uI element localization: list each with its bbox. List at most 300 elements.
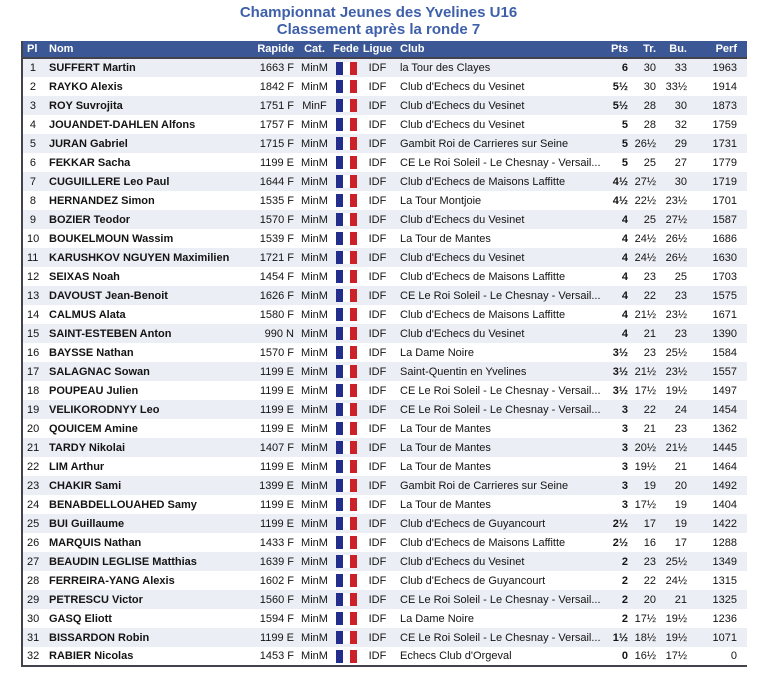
rank-cell: 30 [27,612,39,625]
club-cell: Club d'Echecs de Guyancourt [400,517,546,530]
rapid-rating-cell: 1570 F [259,346,294,359]
col-header-ligue: Ligue [361,41,394,58]
tiebreak-tr-cell: 19½ [634,460,656,473]
points-cell: 4 [621,232,628,245]
table-row [22,115,747,134]
league-cell: IDF [368,536,387,549]
tiebreak-tr-cell: 30 [643,62,656,74]
category-cell: MinM [301,593,328,606]
performance-cell: 1701 [712,194,737,207]
player-name-cell: BEAUDIN LEGLISE Matthias [49,555,197,568]
france-flag-icon [336,460,357,473]
rank-cell: 6 [29,156,36,169]
category-cell: MinM [301,137,328,150]
federation-cell [331,362,361,381]
col-header-pts: Pts [609,41,630,58]
player-name-cell: BAYSSE Nathan [49,346,134,359]
player-name-cell: FEKKAR Sacha [49,156,131,169]
federation-cell [331,77,361,96]
tiebreak-bu-cell: 24 [674,403,687,416]
player-name-cell: RAYKO Alexis [49,80,123,93]
tiebreak-tr-cell: 23 [643,346,656,359]
points-cell: 4 [621,270,628,283]
france-flag-icon [336,213,357,226]
france-flag-icon [336,118,357,131]
league-cell: IDF [368,99,387,112]
rank-cell: 19 [27,403,39,416]
table-row [22,571,747,590]
league-cell: IDF [368,384,387,397]
rapid-rating-cell: 1199 E [259,460,294,473]
france-flag-icon [336,289,357,302]
tiebreak-tr-cell: 22 [643,403,656,416]
tiebreak-tr-cell: 28 [643,99,656,112]
category-cell: MinM [301,650,328,662]
france-flag-icon [336,365,357,378]
league-cell: IDF [368,118,387,131]
tiebreak-tr-cell: 27½ [634,175,656,188]
performance-cell: 1422 [712,517,737,530]
france-flag-icon [336,80,357,93]
league-cell: IDF [368,612,387,625]
col-header-perf: Perf [691,41,747,58]
standings-table [21,41,747,667]
tiebreak-tr-cell: 24½ [634,232,656,245]
rank-cell: 32 [27,650,39,662]
performance-cell: 1575 [712,289,737,302]
tiebreak-tr-cell: 21 [643,422,656,435]
category-cell: MinM [301,232,328,245]
performance-cell: 1587 [712,213,737,226]
federation-cell [331,381,361,400]
tiebreak-tr-cell: 20 [643,593,656,606]
rank-cell: 9 [29,213,36,226]
category-cell: MinM [301,631,328,644]
table-row [22,248,747,267]
table-row [22,647,747,666]
club-cell: La Dame Noire [400,346,474,359]
tiebreak-tr-cell: 16 [643,536,656,549]
rank-cell: 21 [27,441,39,454]
france-flag-icon [336,156,357,169]
federation-cell [331,210,361,229]
points-cell: 2 [621,593,628,606]
player-name-cell: SAINT-ESTEBEN Anton [49,327,172,340]
points-cell: 4 [621,251,628,264]
club-cell: Echecs Club d'Orgeval [400,650,512,662]
col-header-club: Club [394,41,609,58]
league-cell: IDF [368,650,387,662]
federation-cell [331,286,361,305]
federation-cell [331,305,361,324]
category-cell: MinM [301,194,328,207]
rapid-rating-cell: 1626 F [259,289,294,302]
tiebreak-bu-cell: 19½ [665,612,687,625]
france-flag-icon [336,441,357,454]
tiebreak-tr-cell: 21½ [634,365,656,378]
club-cell: Saint-Quentin en Yvelines [400,365,527,378]
performance-cell: 1071 [712,631,737,644]
rapid-rating-cell: 1399 E [259,479,294,492]
points-cell: 4 [621,327,628,340]
table-row [22,153,747,172]
points-cell: 3 [621,460,628,473]
rank-cell: 2 [29,80,36,93]
rapid-rating-cell: 1453 F [259,650,294,662]
category-cell: MinM [301,403,328,416]
rapid-rating-cell: 1580 F [259,308,294,321]
league-cell: IDF [368,631,387,644]
federation-cell [331,552,361,571]
points-cell: 6 [621,62,628,74]
france-flag-icon [336,650,357,663]
tiebreak-tr-cell: 28 [643,118,656,131]
player-name-cell: MARQUIS Nathan [49,536,142,549]
federation-cell [331,495,361,514]
rapid-rating-cell: 1199 E [259,517,294,530]
tiebreak-bu-cell: 27 [674,156,687,169]
tiebreak-bu-cell: 27½ [665,213,687,226]
header-row [22,41,747,58]
tiebreak-tr-cell: 17½ [634,384,656,397]
league-cell: IDF [368,365,387,378]
rank-cell: 31 [27,631,39,644]
rank-cell: 25 [27,517,39,530]
france-flag-icon [336,612,357,625]
table-row [22,58,747,77]
tiebreak-tr-cell: 25 [643,156,656,169]
performance-cell: 1671 [712,308,737,321]
player-name-cell: JURAN Gabriel [49,137,128,150]
col-header-cat: Cat. [298,41,331,58]
club-cell: Club d'Echecs du Vesinet [400,555,525,568]
points-cell: 4½ [612,175,628,188]
rank-cell: 28 [27,574,39,587]
table-row [22,609,747,628]
performance-cell: 1873 [712,99,737,112]
points-cell: 3½ [612,346,628,359]
club-cell: La Tour de Mantes [400,498,491,511]
table-row [22,533,747,552]
league-cell: IDF [368,213,387,226]
category-cell: MinM [301,346,328,359]
points-cell: 5½ [612,80,628,93]
points-cell: 2½ [612,517,628,530]
club-cell: Club d'Echecs du Vesinet [400,99,525,112]
rank-cell: 26 [27,536,39,549]
club-cell: La Dame Noire [400,612,474,625]
performance-cell: 1963 [712,62,737,74]
rank-cell: 13 [27,289,39,302]
category-cell: MinM [301,251,328,264]
club-cell: Club d'Echecs de Guyancourt [400,574,546,587]
table-row [22,324,747,343]
table-row [22,343,747,362]
points-cell: 5 [621,118,628,131]
club-cell: CE Le Roi Soleil - Le Chesnay - Versail... [400,631,601,644]
league-cell: IDF [368,175,387,188]
player-name-cell: BENABDELLOUAHED Samy [49,498,197,511]
table-row [22,172,747,191]
federation-cell [331,514,361,533]
federation-cell [331,96,361,115]
france-flag-icon [336,232,357,245]
france-flag-icon [336,536,357,549]
club-cell: Club d'Echecs du Vesinet [400,327,525,340]
tiebreak-tr-cell: 19 [643,479,656,492]
club-cell: Gambit Roi de Carrieres sur Seine [400,479,569,492]
category-cell: MinM [301,479,328,492]
rank-cell: 5 [29,137,36,150]
rank-cell: 3 [29,99,36,112]
col-header-fede: Fede [331,41,361,58]
france-flag-icon [336,62,357,75]
rank-cell: 20 [27,422,39,435]
category-cell: MinF [302,99,327,112]
tiebreak-bu-cell: 23 [674,422,687,435]
rapid-rating-cell: 1199 E [259,403,294,416]
performance-cell: 1492 [712,479,737,492]
player-name-cell: POUPEAU Julien [49,384,139,397]
results-table-body [22,58,747,666]
tiebreak-bu-cell: 17½ [665,650,687,662]
player-name-cell: TARDY Nikolai [49,441,125,454]
col-header-tr: Tr. [630,41,660,58]
performance-cell: 1454 [712,403,737,416]
tiebreak-bu-cell: 20 [674,479,687,492]
club-cell: La Tour de Mantes [400,441,491,454]
category-cell: MinM [301,555,328,568]
federation-cell [331,571,361,590]
tiebreak-tr-cell: 24½ [634,251,656,264]
france-flag-icon [336,194,357,207]
player-name-cell: SUFFERT Martin [49,62,136,74]
tiebreak-tr-cell: 23 [643,270,656,283]
france-flag-icon [336,555,357,568]
league-cell: IDF [368,422,387,435]
league-cell: IDF [368,517,387,530]
rank-cell: 11 [27,251,39,264]
league-cell: IDF [368,156,387,169]
club-cell: Gambit Roi de Carrieres sur Seine [400,137,569,150]
rapid-rating-cell: 1407 F [259,441,294,454]
tiebreak-bu-cell: 32 [674,118,687,131]
france-flag-icon [336,137,357,150]
tiebreak-bu-cell: 21 [674,460,687,473]
performance-cell: 1315 [712,574,737,587]
league-cell: IDF [368,460,387,473]
club-cell: la Tour des Clayes [400,62,491,74]
category-cell: MinM [301,574,328,587]
rank-cell: 7 [29,175,36,188]
league-cell: IDF [368,232,387,245]
points-cell: 5 [621,156,628,169]
tiebreak-bu-cell: 23½ [665,365,687,378]
rapid-rating-cell: 1199 E [259,422,294,435]
table-row [22,476,747,495]
player-name-cell: BOUKELMOUN Wassim [49,232,174,245]
performance-cell: 1686 [712,232,737,245]
france-flag-icon [336,593,357,606]
tiebreak-tr-cell: 18½ [634,631,656,644]
points-cell: 3 [621,498,628,511]
league-cell: IDF [368,346,387,359]
rapid-rating-cell: 1721 F [259,251,294,264]
rapid-rating-cell: 1539 F [259,232,294,245]
league-cell: IDF [368,289,387,302]
france-flag-icon [336,403,357,416]
category-cell: MinM [301,80,328,93]
tiebreak-bu-cell: 19½ [665,384,687,397]
league-cell: IDF [368,251,387,264]
performance-cell: 1236 [712,612,737,625]
federation-cell [331,267,361,286]
rapid-rating-cell: 1199 E [259,384,294,397]
league-cell: IDF [368,327,387,340]
category-cell: MinM [301,365,328,378]
rapid-rating-cell: 1199 E [259,365,294,378]
table-row [22,381,747,400]
performance-cell: 1325 [712,593,737,606]
performance-cell: 1719 [712,175,737,188]
federation-cell [331,457,361,476]
col-header-nom: Nom [39,41,249,58]
rank-cell: 4 [29,118,36,131]
player-name-cell: GASQ Eliott [49,612,112,625]
tiebreak-tr-cell: 25 [643,213,656,226]
tiebreak-bu-cell: 25½ [665,346,687,359]
performance-cell: 1349 [712,555,737,568]
player-name-cell: RABIER Nicolas [49,650,134,662]
table-row [22,305,747,324]
player-name-cell: BOZIER Teodor [49,213,131,226]
federation-cell [331,419,361,438]
table-row [22,210,747,229]
club-cell: Club d'Echecs du Vesinet [400,118,525,131]
table-row [22,96,747,115]
league-cell: IDF [368,270,387,283]
france-flag-icon [336,175,357,188]
federation-cell [331,590,361,609]
club-cell: CE Le Roi Soleil - Le Chesnay - Versail... [400,156,601,169]
league-cell: IDF [368,593,387,606]
player-name-cell: BUI Guillaume [49,517,125,530]
tiebreak-bu-cell: 25½ [665,555,687,568]
club-cell: La Tour Montjoie [400,194,482,207]
tiebreak-bu-cell: 19 [674,517,687,530]
club-cell: Club d'Echecs de Maisons Laffitte [400,175,566,188]
club-cell: La Tour de Mantes [400,232,491,245]
tiebreak-tr-cell: 17½ [634,498,656,511]
performance-cell: 1914 [712,80,737,93]
performance-cell: 1759 [712,118,737,131]
france-flag-icon [336,270,357,283]
france-flag-icon [336,498,357,511]
club-cell: Club d'Echecs de Maisons Laffitte [400,308,566,321]
player-name-cell: CUGUILLERE Leo Paul [49,175,170,188]
points-cell: 3 [621,479,628,492]
rapid-rating-cell: 1757 F [259,118,294,131]
points-cell: 3½ [612,365,628,378]
federation-cell [331,115,361,134]
points-cell: 4½ [612,194,628,207]
rapid-rating-cell: 1594 F [259,612,294,625]
tiebreak-bu-cell: 23 [674,289,687,302]
player-name-cell: DAVOUST Jean-Benoit [49,289,168,302]
france-flag-icon [336,422,357,435]
league-cell: IDF [368,555,387,568]
category-cell: MinM [301,441,328,454]
tiebreak-bu-cell: 30 [674,175,687,188]
points-cell: 2 [621,574,628,587]
france-flag-icon [336,384,357,397]
rapid-rating-cell: 1715 F [259,137,294,150]
points-cell: 5½ [612,99,628,112]
performance-cell: 1497 [712,384,737,397]
federation-cell [331,400,361,419]
france-flag-icon [336,308,357,321]
tiebreak-bu-cell: 23½ [665,194,687,207]
tiebreak-bu-cell: 19 [674,498,687,511]
league-cell: IDF [368,498,387,511]
category-cell: MinM [301,612,328,625]
rank-cell: 10 [27,232,39,245]
rank-cell: 14 [27,308,39,321]
league-cell: IDF [368,403,387,416]
category-cell: MinM [301,270,328,283]
rapid-rating-cell: 1454 F [259,270,294,283]
tiebreak-bu-cell: 25 [674,270,687,283]
category-cell: MinM [301,384,328,397]
club-cell: Club d'Echecs du Vesinet [400,213,525,226]
club-cell: Club d'Echecs du Vesinet [400,251,525,264]
rapid-rating-cell: 1199 E [259,498,294,511]
table-row [22,400,747,419]
tiebreak-bu-cell: 21 [674,593,687,606]
performance-cell: 0 [730,650,737,662]
table-row [22,191,747,210]
player-name-cell: CHAKIR Sami [49,479,122,492]
category-cell: MinM [301,156,328,169]
france-flag-icon [336,251,357,264]
standings-subtitle: Classement après la ronde 7 [276,21,481,38]
category-cell: MinM [301,327,328,340]
tiebreak-tr-cell: 22 [643,574,656,587]
club-cell: CE Le Roi Soleil - Le Chesnay - Versail... [400,403,601,416]
performance-cell: 1584 [712,346,737,359]
col-header-rapide: Rapide [249,41,298,58]
club-cell: Club d'Echecs de Maisons Laffitte [400,270,566,283]
category-cell: MinM [301,536,328,549]
performance-cell: 1404 [712,498,737,511]
rank-cell: 17 [27,365,39,378]
player-name-cell: PETRESCU Victor [49,593,143,606]
performance-cell: 1362 [712,422,737,435]
rapid-rating-cell: 1433 F [259,536,294,549]
player-name-cell: SALAGNAC Sowan [49,365,150,378]
tiebreak-bu-cell: 30 [674,99,687,112]
league-cell: IDF [368,62,387,74]
rapid-rating-cell: 1560 F [259,593,294,606]
points-cell: 4 [621,289,628,302]
player-name-cell: CALMUS Alata [49,308,126,321]
league-cell: IDF [368,574,387,587]
category-cell: MinM [301,213,328,226]
france-flag-icon [336,327,357,340]
table-row [22,229,747,248]
table-row [22,419,747,438]
rapid-rating-cell: 1663 F [259,62,294,74]
